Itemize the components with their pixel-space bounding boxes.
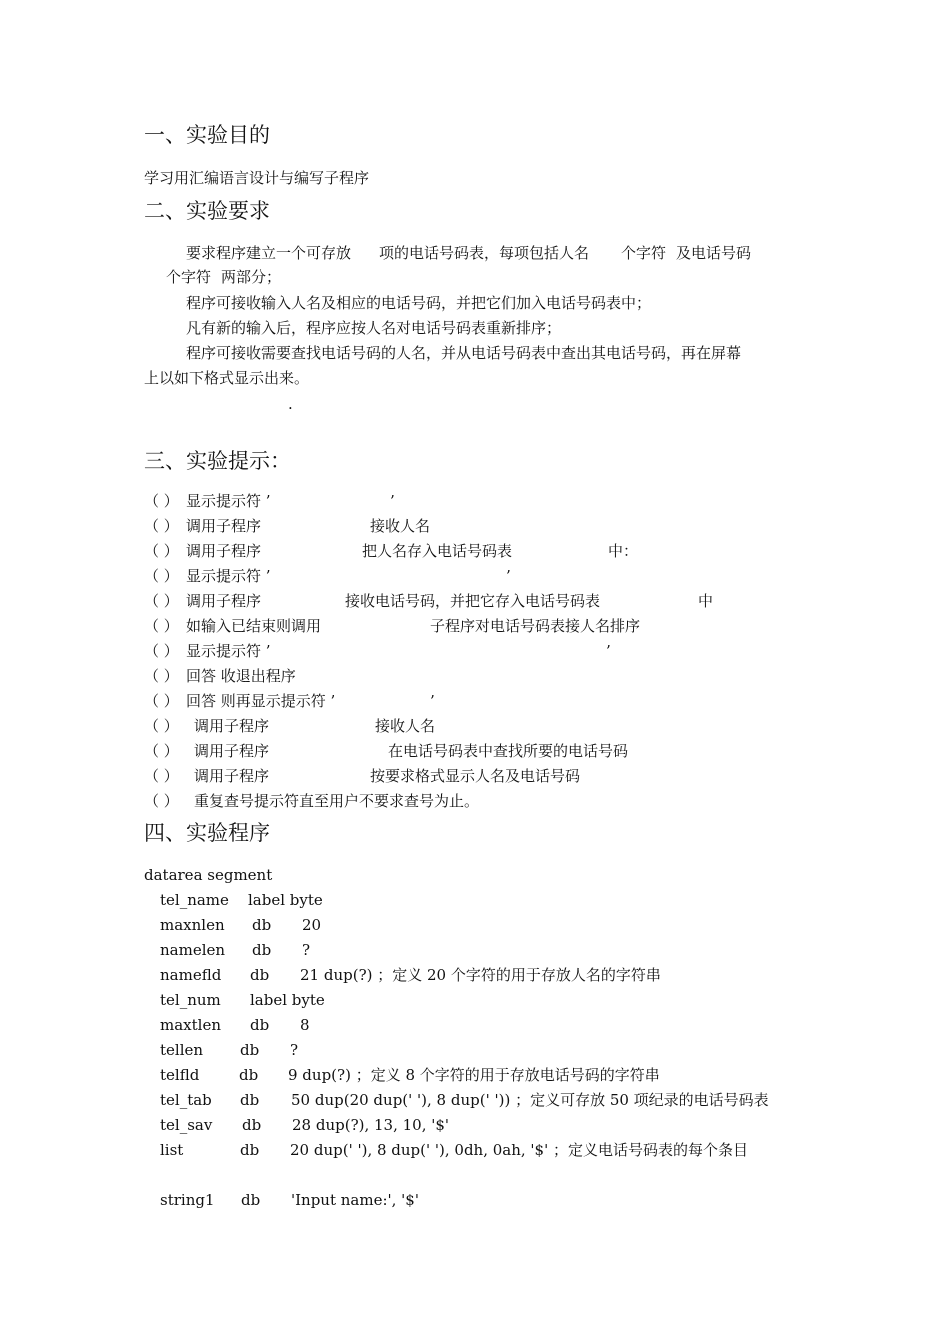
req1-part-c: 个字符: [621, 244, 667, 262]
tip-text: 调用子程序: [186, 517, 262, 535]
code-label: tel_num: [160, 991, 221, 1009]
tip-text: 重复查号提示符直至用户不要求查号为止。: [194, 792, 480, 810]
code-label: namelen: [160, 941, 226, 959]
code-label: tel_sav: [160, 1116, 213, 1134]
tip-number: （ ）: [144, 692, 179, 710]
code-label: list: [160, 1141, 184, 1159]
code-directive: db: [252, 916, 272, 934]
tip-detail: 接收电话号码，并把它存入电话号码表: [345, 592, 601, 610]
section-4-heading: 四、实验程序: [144, 821, 270, 845]
tip-number: （ ）: [144, 567, 179, 585]
code-operand: 28 dup(?), 13, 10, '$': [292, 1116, 450, 1134]
code-label: telfld: [160, 1066, 200, 1084]
code-operand: 8: [300, 1016, 310, 1034]
tip-detail: 接收人名: [370, 517, 431, 535]
example-dot: .: [288, 395, 293, 413]
code-directive: db: [252, 941, 272, 959]
code-operand: 9 dup(?) ；定义 8 个字符的用于存放电话号码的字符串: [288, 1066, 660, 1084]
tip-number: （ ）: [144, 592, 179, 610]
requirement-1-line-2: [166, 266, 281, 288]
code-directive: db: [239, 1066, 259, 1084]
code-directive: db: [241, 1191, 261, 1209]
code-directive: label byte: [248, 891, 323, 909]
tip-detail: 接收人名: [375, 717, 436, 735]
tip-suffix: 中：: [608, 542, 639, 560]
tip-text: 调用子程序: [186, 542, 262, 560]
tip-text: 调用子程序: [194, 717, 270, 735]
tip-text: 回答 收退出程序: [186, 667, 296, 685]
tip-suffix: 中: [698, 592, 714, 610]
requirement-3: 凡有新的输入后，程序应按人名对电话号码表重新排序；: [186, 319, 562, 337]
code-label: tellen: [160, 1041, 204, 1059]
code-operand: 50 dup(20 dup(' '), 8 dup(' ')) ；定义可存放 50 项纪录的电话号码表: [291, 1091, 769, 1109]
tip-detail: ’: [430, 692, 435, 710]
tip-detail: ’: [390, 492, 395, 510]
tip-number: （ ）: [144, 767, 179, 785]
code-operand: 20 dup(' '), 8 dup(' '), 0dh, 0ah, '$' ；定义电话号码表的每个条目: [290, 1141, 748, 1159]
requirement-4-line-1: 程序可接收需要查找电话号码的人名，并从电话号码表中查出其电话号码，再在屏幕: [186, 344, 742, 362]
code-directive: db: [240, 1141, 260, 1159]
code-operand: ?: [302, 941, 311, 959]
tip-text: 调用子程序: [194, 767, 270, 785]
tip-number: （ ）: [144, 492, 179, 510]
code-directive: db: [250, 966, 270, 984]
tip-detail: ’: [606, 642, 611, 660]
section-3-heading: 三、实验提示：: [144, 449, 291, 473]
tip-number: （ ）: [144, 792, 179, 810]
req1-part-e: 个字符: [166, 268, 212, 286]
code-directive: label byte: [250, 991, 325, 1009]
section-2-heading: 二、实验要求: [144, 199, 270, 223]
tip-text: 显示提示符 ’: [186, 567, 271, 585]
code-label: tel_name: [160, 891, 229, 909]
req1-part-a: 要求程序建立一个可存放: [186, 244, 352, 262]
tip-number: （ ）: [144, 542, 179, 560]
req1-part-f: 两部分；: [221, 268, 282, 286]
tip-text: 调用子程序: [186, 592, 262, 610]
tip-number: （ ）: [144, 742, 179, 760]
code-label: maxnlen: [160, 916, 225, 934]
tip-text: 调用子程序: [194, 742, 270, 760]
tip-text: 显示提示符 ’: [186, 492, 271, 510]
code-label: maxtlen: [160, 1016, 221, 1034]
req1-part-d: 及电话号码: [676, 244, 752, 262]
tip-detail: 子程序对电话号码表接人名排序: [430, 617, 641, 635]
requirement-1-line-1: [186, 242, 751, 264]
tip-number: （ ）: [144, 642, 179, 660]
code-directive: db: [240, 1041, 260, 1059]
section-1-text: 学习用汇编语言设计与编写子程序: [144, 169, 370, 187]
code-label: string1: [160, 1191, 215, 1209]
tip-number: （ ）: [144, 617, 179, 635]
code-operand: 21 dup(?) ；定义 20 个字符的用于存放人名的字符串: [300, 966, 661, 984]
requirement-4-line-2: 上以如下格式显示出来。: [144, 369, 310, 387]
code-directive: db: [240, 1091, 260, 1109]
code-operand: ?: [290, 1041, 299, 1059]
tip-text: 显示提示符 ’: [186, 642, 271, 660]
tip-detail: 按要求格式显示人名及电话号码: [370, 767, 581, 785]
code-directive: db: [250, 1016, 270, 1034]
code-segment-line: datarea segment: [144, 866, 273, 884]
code-directive: db: [242, 1116, 262, 1134]
tip-number: （ ）: [144, 717, 179, 735]
section-1-heading: 一、实验目的: [144, 123, 270, 147]
tip-detail: ’: [506, 567, 511, 585]
tip-detail: 把人名存入电话号码表: [362, 542, 513, 560]
tip-number: （ ）: [144, 517, 179, 535]
code-label: namefld: [160, 966, 222, 984]
tip-number: （ ）: [144, 667, 179, 685]
tip-text: 如输入已结束则调用: [186, 617, 322, 635]
code-operand: 20: [302, 916, 322, 934]
req1-part-b: 项的电话号码表，每项包括人名: [379, 244, 590, 262]
tip-detail: 在电话号码表中查找所要的电话号码: [388, 742, 629, 760]
code-label: tel_tab: [160, 1091, 212, 1109]
tip-text: 回答 则再显示提示符 ’: [186, 692, 336, 710]
requirement-2: 程序可接收输入人名及相应的电话号码，并把它们加入电话号码表中；: [186, 294, 652, 312]
code-operand: 'Input name:', '$': [291, 1191, 419, 1209]
